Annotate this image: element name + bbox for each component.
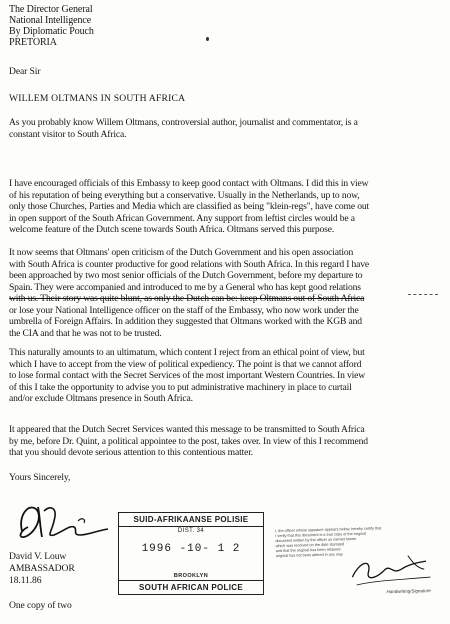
text-line: It appeared that the Dutch Secret Services wanted this message to be transmitted to South Africa xyxy=(9,424,365,435)
text-line: the CIA and that he was not to be trusted. xyxy=(9,327,162,339)
signature-caption: Handwriting/Signature xyxy=(386,588,431,595)
text-line: been approached by two most senior officials of the Dutch Government, before my departure to xyxy=(9,270,363,281)
police-stamp xyxy=(118,512,264,595)
text-line: This naturally amounts to an ultimatum, which content I reject from an ethical point of view, but xyxy=(9,347,365,358)
copy-note: One copy of two xyxy=(9,600,72,611)
margin-dash-mark xyxy=(408,294,438,295)
cert-line: which was received on the date stamped xyxy=(275,542,345,549)
text-line: and/or exclude Oltmans presence in South Africa. xyxy=(9,393,193,404)
cert-line: document written by the officer as named herein xyxy=(275,536,357,544)
text-line: of his reputation of being everything but a conservative. Usually in the Netherlands, up to now, xyxy=(9,189,360,201)
text-line: of this I take the opportunity to advise you to put administrative machinery in place to curtail xyxy=(9,381,352,393)
address-line-2: National Intelligence xyxy=(9,15,92,26)
text-line: umbrella of Foreign Affairs. In addition they suggested that Oltmans worked with the KGB and xyxy=(9,316,362,327)
stamp-town: BROOKLYN xyxy=(173,573,209,579)
paragraph-5 xyxy=(9,424,368,459)
signatory-name: David V. Louw xyxy=(9,551,67,562)
cert-line: original has not been altered in any way xyxy=(275,552,343,559)
paragraph-1 xyxy=(9,117,358,140)
text-line: Spain. They were accompanied and introduced to me by a General who has kept good relations xyxy=(9,281,361,293)
letter-date: 18.11.86 xyxy=(9,575,42,586)
certification-stamp xyxy=(275,525,437,599)
address-line-3: By Diplomatic Pouch xyxy=(9,26,94,37)
text-line: or lose your National Intelligence officer on the staff of the Embassy, who now work under the xyxy=(9,304,359,316)
text-line: As you probably know Willem Oltmans, controversial author, journalist and commentator, is a xyxy=(9,117,358,128)
stamp-top-text: SUID-AFRIKAANSE POLISIE xyxy=(119,513,263,527)
paragraph-3 xyxy=(9,247,369,339)
text-line: that you should devote serious attention to this contentious matter. xyxy=(9,447,253,458)
stamp-bottom-text: SOUTH AFRICAN POLICE xyxy=(119,580,263,594)
text-line: in open support of the South African Government. Any support from leftist circles would be a xyxy=(9,212,355,224)
cert-line: I, the officer whose signature appears below, hereby certify that xyxy=(275,526,382,534)
stamp-district: DIST. 34 xyxy=(177,528,205,534)
text-line: constant visitor to South Africa. xyxy=(9,128,127,140)
address-line-4: PRETORIA xyxy=(9,37,57,48)
certifier-signature xyxy=(346,549,435,591)
paragraph-4 xyxy=(9,347,365,405)
scan-speck xyxy=(206,37,209,41)
text-line: with South Africa is counter productive for good relations with South Africa. In this regard I have xyxy=(9,258,370,270)
salutation: Dear Sir xyxy=(9,66,41,77)
text-line: It now seems that Oltmans' open criticism of the Dutch Government and his open association xyxy=(9,247,354,258)
text-line: only those Churches, Parties and Media which are classified as being "klein-regs", have come out xyxy=(9,201,370,212)
cert-line: and that the original has been retained xyxy=(275,547,341,554)
text-line: by me, before Dr. Quint, a political appointee to the post, takes over. In view of this I recommend xyxy=(9,435,368,447)
text-line: to lose formal contact with the Secret Services of the most important Western Countries. In view xyxy=(9,370,366,381)
struck-text-line: with us. Their story was quite blunt, as only the Dutch can be: keep Oltmans out of South Africa xyxy=(9,293,365,304)
text-line: I have encouraged officials of this Embassy to keep good contact with Oltmans. I did this in view xyxy=(9,178,369,189)
text-line: which I have to accept from the view of political expediency. The point is that we cannot afford xyxy=(9,358,362,370)
address-line-1: The Director General xyxy=(9,4,93,15)
stamp-date: 1996 -10- 1 2 xyxy=(141,543,241,555)
cert-line: I verify that this document is a true copy of the original xyxy=(275,531,367,539)
paragraph-2 xyxy=(9,178,369,236)
signatory-title: AMBASSADOR xyxy=(9,563,75,574)
text-line: welcome feature of the Dutch scene towards South Africa. Oltmans served this purpose. xyxy=(9,224,335,235)
closing: Yours Sincerely, xyxy=(9,472,71,483)
subject-line: WILLEM OLTMANS IN SOUTH AFRICA xyxy=(9,93,186,104)
handwritten-signature xyxy=(14,491,114,551)
